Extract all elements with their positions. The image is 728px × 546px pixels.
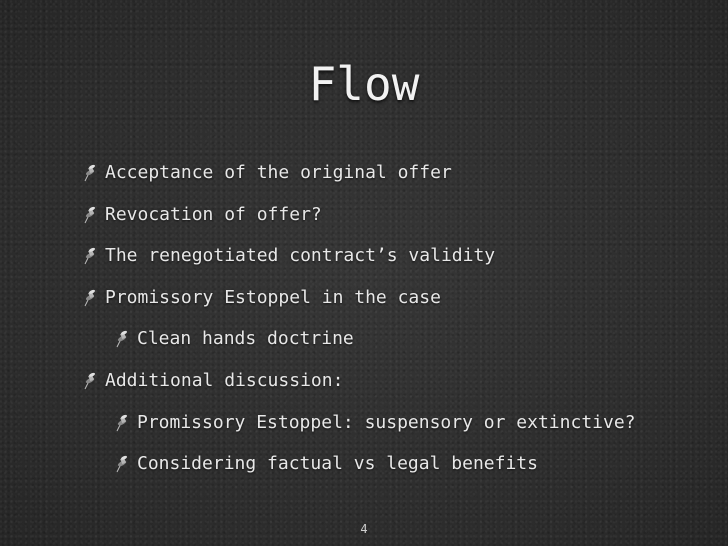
- pushpin-icon: [82, 247, 96, 265]
- page-number: 4: [360, 522, 368, 536]
- pushpin-icon: [82, 289, 96, 307]
- sub-bullet-item: [80, 447, 700, 489]
- bullet-item: [80, 156, 700, 198]
- bullet-text: Acceptance of the original offer: [105, 162, 452, 183]
- bullet-text: Considering factual vs legal benefits: [137, 453, 538, 475]
- pushpin-icon: [82, 372, 96, 390]
- bullet-item: [80, 198, 700, 240]
- bullet-item: [80, 239, 700, 281]
- bullet-text: Promissory Estoppel in the case: [105, 286, 441, 308]
- sub-bullet-item: [80, 406, 700, 448]
- pushpin-icon: [82, 164, 96, 182]
- pushpin-icon: [114, 330, 128, 348]
- slide-title: Flow: [308, 57, 420, 111]
- bullet-text: Clean hands doctrine: [137, 328, 354, 350]
- bullet-text: Revocation of offer?: [105, 203, 322, 225]
- sub-bullet-item: [80, 322, 700, 364]
- pushpin-icon: [114, 455, 128, 473]
- bullet-text: Promissory Estoppel: suspensory or extinctive?: [137, 411, 636, 433]
- bullet-list: [80, 156, 700, 489]
- bullet-item: [80, 364, 700, 406]
- pushpin-icon: [114, 414, 128, 432]
- bullet-text: Additional discussion:: [105, 369, 344, 391]
- bullet-text: The renegotiated contract’s validity: [105, 245, 496, 267]
- pushpin-icon: [82, 206, 96, 224]
- bullet-item: [80, 281, 700, 323]
